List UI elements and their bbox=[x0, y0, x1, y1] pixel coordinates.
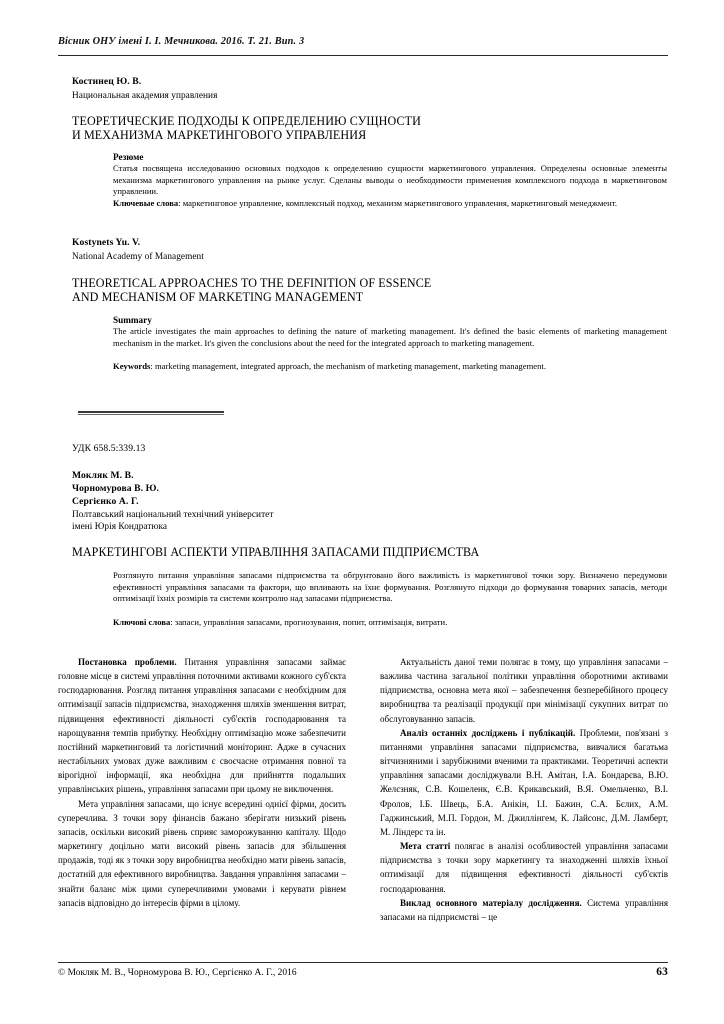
ru-keywords-body: : маркетинговое управление, комплексный подход, механизм маркетингового управления, маркетинговый менеджмент. bbox=[178, 198, 618, 208]
ua-affiliation-line-1: Полтавський національний технічний університет bbox=[72, 510, 274, 520]
en-keywords bbox=[113, 361, 667, 373]
en-title-line-1: THEORETICAL APPROACHES TO THE DEFINITION OF ESSENCE bbox=[72, 276, 432, 290]
udk-code: УДК 658.5:339.13 bbox=[72, 443, 146, 454]
copyright-notice: © Мокляк М. В., Чорномурова В. Ю., Сергієнко А. Г., 2016 bbox=[58, 968, 297, 978]
page-number: 63 bbox=[656, 966, 668, 978]
ua-author-2: Чорномурова В. Ю. bbox=[72, 483, 160, 494]
paragraph-text: Система управління запасами на підприємстві – це bbox=[380, 897, 668, 922]
body-paragraph bbox=[58, 797, 346, 910]
ua-author-1: Мокляк М. В. bbox=[72, 470, 134, 481]
body-paragraph bbox=[380, 896, 668, 924]
ua-keywords bbox=[113, 617, 667, 629]
ru-author: Костинец Ю. В. bbox=[72, 76, 142, 87]
ru-affiliation: Национальная академия управления bbox=[72, 91, 218, 101]
separator-rule-bottom bbox=[78, 414, 224, 415]
body-paragraph bbox=[380, 839, 668, 896]
paragraph-lead-in: Мета статті bbox=[400, 841, 451, 852]
paragraph-text: полягає в аналізі особливостей управління запасами підприємства з точки зору маркетингу та знаходженні шляхів їхньої оптимізації для підвищення ефективності діяльності суб'єктів господарювання. bbox=[380, 841, 668, 894]
ua-author-3: Сергієнко А. Г. bbox=[72, 496, 139, 507]
ru-title-line-2: И МЕХАНИЗМА МАРКЕТИНГОВОГО УПРАВЛЕНИЯ bbox=[72, 128, 367, 142]
footer-rule bbox=[58, 962, 668, 963]
ru-title-line-1: ТЕОРЕТИЧЕСКИЕ ПОДХОДЫ К ОПРЕДЕЛЕНИЮ СУЩНОСТИ bbox=[72, 114, 421, 128]
body-column-right bbox=[380, 655, 668, 924]
body-column-left bbox=[58, 655, 346, 910]
ua-title: МАРКЕТИНГОВІ АСПЕКТИ УПРАВЛІННЯ ЗАПАСАМИ ПІДПРИЄМСТВА bbox=[72, 545, 480, 559]
en-author: Kostynets Yu. V. bbox=[72, 237, 141, 248]
ua-affiliation-line-2: імені Юрія Кондратюка bbox=[72, 522, 168, 532]
paragraph-lead-in: Виклад основного матеріалу дослідження. bbox=[400, 897, 582, 908]
en-title-line-2: AND MECHANISM OF MARKETING MANAGEMENT bbox=[72, 290, 364, 304]
running-head-rule bbox=[58, 55, 668, 56]
paragraph-text: Актуальність даної теми полягає в тому, що управління запасами – важлива частина загальної політики управління оборотними активами підприємства, основна мета якої – забезпечення безперебійного процесу виробництва та реалізації продукції при мінімізації сукупних витрат по обслуговуванню запасів. bbox=[380, 657, 668, 724]
ru-keywords bbox=[113, 198, 667, 210]
en-abstract-body: The article investigates the main approaches to defining the nature of marketing management. It's defined the basic elements of marketing management mechanism in the market. It's given the conclusions about the need for the integrated approach to marketing management. bbox=[113, 326, 667, 348]
en-affiliation: National Academy of Management bbox=[72, 252, 204, 262]
en-keywords-label: Keywords bbox=[113, 361, 151, 371]
section-separator bbox=[78, 411, 224, 415]
en-keywords-body: : marketing management, integrated approach, the mechanism of marketing management, marketing management. bbox=[150, 361, 547, 371]
paragraph-text: Мета управління запасами, що існує всередині однієї фірми, досить суперечлива. З точки зору фінансів бажано зберігати низький рівень запасів, оскільки високий рівень сприяє заморожуванню капіталу. Щодо маркетингу доцільно мати високий рівень запасів для збільшення продажів, тоді як з точки зору виробництва необхідно мати рівень запасів, достатній для ефективного виробництва. Завдання управління запасами – знайти баланс між цими суперечливими умовами і керувати рівнем запасів відповідно до інтересів фірми в цілому. bbox=[58, 798, 346, 908]
body-paragraph bbox=[58, 655, 346, 797]
paragraph-lead-in: Аналіз останніх досліджень і публікацій. bbox=[400, 727, 576, 738]
paragraph-text: Проблеми, пов'язані з питаннями управління запасами підприємства, вивчалися багатьма вітчизняними і зарубіжними вченими та практиками. Теоретичні аспекти управління запасами досліджували В.Н. Амітан, І.А. Бондарєва, В.Ю. Желєзняк, С.В. Кошеленк, Є.В. Крикавський, В.Я. Омельченко, В.І. Фролов, І.Б. Швець, Б.А. Анікін, І.І. Бажин, С.А. Бєлих, А.М. Гаджинський, М.П. Гордон, М. Джиллінгем, К. Лайсонс, Д.М. Ламберт, М. Ліндерс та ін. bbox=[380, 727, 668, 837]
ua-keywords-label: Ключові слова bbox=[113, 617, 171, 627]
ua-keywords-body: : запаси, управління запасами, прогнозування, попит, оптимізація, витрати. bbox=[170, 617, 448, 627]
en-abstract-heading: Summary bbox=[113, 315, 152, 325]
body-paragraph bbox=[380, 726, 668, 839]
ru-keywords-label: Ключевые слова bbox=[113, 198, 179, 208]
ru-abstract-body: Статья посвящена исследованию основных подходов к определению сущности маркетингового управления. Определены основные элементы механизма маркетингового управления на рынке услуг. Сделаны выводы о необходимости применения комплексного подхода в маркетинговом управлении. bbox=[113, 163, 667, 196]
paragraph-lead-in: Постановка проблеми. bbox=[78, 657, 177, 667]
body-paragraph bbox=[380, 655, 668, 726]
ru-abstract-heading: Резюме bbox=[113, 152, 144, 162]
running-head: Вісник ОНУ імені І. І. Мечникова. 2016. Т. 21. Вип. 3 bbox=[58, 36, 305, 47]
separator-rule-top bbox=[78, 411, 224, 413]
ua-abstract-body: Розглянуто питання управління запасами підприємства та обґрунтовано його важливість із маркетингової точки зору. Визначено передумови ефективності управління запасами та фактори, що впливають на їхнє формування. Розглянуто підходи до формування товарних запасів, методи оптимізації їхніх розмірів та системи контролю над запасами підприємства. bbox=[113, 570, 667, 603]
paragraph-text: Питання управління запасами займає головне місце в системі управління поточними активами кожного суб'єкта господарювання. Розгляд питання управління запасами є необхідним для оптимізації запасів підприємства, знаходження шляхів зменшення витрат, підвищення ефективності діяльності суб'єктів господарювання та нарощування темпів прибутку. Необхідну оптимізацію може забезпечити постійний маркетинговий та логістичний моніторинг. Адже в сучасних нестабільних умовах дуже важливим є своєчасне отримання повної та вірогідної інформації, яка необхідна для прийняття подальших управлінських рішень, управління запасами при цьому не виключення. bbox=[58, 657, 346, 795]
